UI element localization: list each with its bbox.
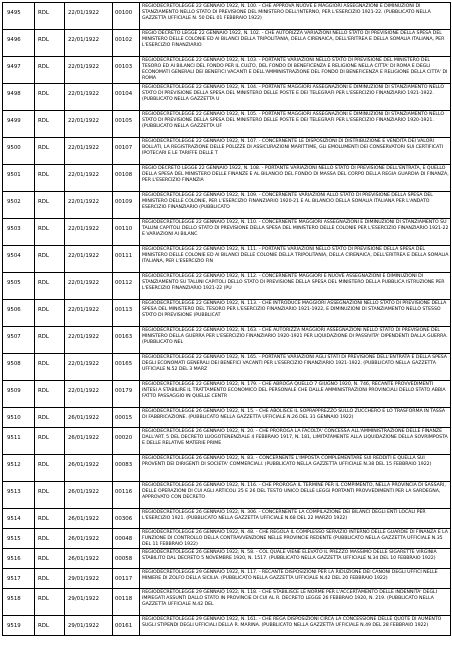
act-description: REGIODECRETOLEGGE 26 GENNAIO 1922, N. 20. - CHE PROROGA LA FACOLTA' CONCESSA ALL'AMMINISTRAZIONE DELLE FINANZE DALL'ART. 5 DEL DECRETO LUOGOTENENZIALE 4 FEBBRAIO 1917, N. 181, LIMITATAMENTE ALLA LIQUIDAZIONE DELLA SOVRIMPOSTA E DELLE RELATIVE MATERIE PRIME <box>140 428 451 455</box>
act-description: REGIODECRETOLEGGE 26 GENNAIO 1922, N. 48. - CHE REGOLA IL COMPLESSO SERVIZIO INTERNO DELLE GUARDIE DI FINANZA E LA FUNZIONE DI CONTROLLO DELLA CONTRAVVENZIONE NELLE PROVINCIE REDENTE (PUBBLICATO NELLA GAZZETTA UFFICIALE N.35 DEL 11 FEBBRAIO 1922) <box>140 529 451 549</box>
table-row <box>3 589 451 616</box>
table-row <box>3 408 451 428</box>
act-description: REGIODECRETOLEGGE 22 GENNAIO 1922, N. 109. - CONCERNENTE VARIAZIONI ALLO STATO DI PREVISIONE DELLA SPESA DEL MINISTERO DELLE COLONIE, PER L'ESERCIZIO FINANZIARIO 1920-21 E AL BILANCIO DELLA SOMALIA ITALIANA PER L'ANDATO ESERCIZIO FINANZIARIO (PUBBLICATO <box>140 192 451 219</box>
act-date: 22/01/1922 <box>65 84 113 111</box>
law-register-table <box>2 2 451 636</box>
act-date: 22/01/1922 <box>65 246 113 273</box>
act-date: 22/01/1922 <box>65 165 113 192</box>
act-code: 00161 <box>113 616 140 636</box>
act-date: 22/01/1922 <box>65 381 113 408</box>
act-code: 00112 <box>113 273 140 300</box>
record-number: 9504 <box>3 246 35 273</box>
act-description: REGIODECRETOLEGGE 22 GENNAIO 1922, N. 107. - CONCERNENTE LE DISPOSIZIONI DI DISTRIBUZIONE E VENDITA DEI VALORI BOLLATI, LA REGISTRAZIONE DELLE POLIZZE DI ASSICURAZIONI MARITTIME, GLI EMOLUMENTI DEI CONSERVATORI SUI CERTIFICATI IPOTECARI E LE TARIFFE DELLE T <box>140 138 451 165</box>
act-description: REGIODECRETOLEGGE 29 GENNAIO 1922, N. 161. - CHE REGA DISPOSIZIONI CIRCA LA CONCESSIONE DELLE QUOTE DI AUMENTO SUGLI STIPENDI DEGLI UFFICIALI DELLA R. MARINA. (PUBBLICATO NELLA GAZZETTA UFFICIALE N.49 DEL 28 FEBBRAIO 1922) <box>140 616 451 636</box>
table-row <box>3 616 451 636</box>
act-description: REGIODECRETOLEGGE 26 GENNAIO 1922, N. 116. - CHE PROROGA IL TERMINE PER IL COMPIMENTO, NELLA PROVINCIA DI SASSARI, DELLE OPERAZIONI DI CUI AGLI ARTICOLI 25 E 26 DEL TESTO UNICO DELLE LEGGI PORTANTI PROVVEDIMENTI PER LA SARDEGNA, APPROVATO CON DECRETO <box>140 482 451 509</box>
table-row <box>3 273 451 300</box>
act-description: REGIODECRETOLEGGE 26 GENNAIO 1922, N. 83. - CONCERNENTE L'IMPOSTA COMPLEMENTARE SUI REDDITI E QUELLA SUI PROVENTI DEI DIRIGENTI DI SOCIETA' COMMERCIALI. (PUBBLICATO NELLA GAZZETTA UFFICIALE N.38 DEL 15 FEBBRAIO 1922) <box>140 455 451 482</box>
act-code: 00100 <box>113 3 140 30</box>
record-number: 9496 <box>3 30 35 57</box>
act-type: RDL <box>35 381 65 408</box>
act-date: 26/01/1922 <box>65 482 113 509</box>
act-date: 22/01/1922 <box>65 273 113 300</box>
act-type: RDL <box>35 529 65 549</box>
act-type: RDL <box>35 246 65 273</box>
act-description: REGIODECRETOLEGGE 22 GENNAIO 1922, N. 111. - PORTANTE VARIAZIONI NELLO STATO DI PREVISIONE DELLA SPESA DEL MINISTERO DELLE COLONIE ED AI BILANCI DELLE COLONIE DELLA TRIPOLITANIA, DELLA CIRENAICA, DELL'ERITREA E DELLA SOMALIA ITALIANA, PER L'ESERCIZIO FIN <box>140 246 451 273</box>
act-type: RDL <box>35 273 65 300</box>
act-type: RDL <box>35 509 65 529</box>
table-row <box>3 529 451 549</box>
act-code: 00111 <box>113 246 140 273</box>
record-number: 9499 <box>3 111 35 138</box>
table-row <box>3 84 451 111</box>
act-code: 00105 <box>113 111 140 138</box>
record-number: 9508 <box>3 354 35 381</box>
act-date: 22/01/1922 <box>65 111 113 138</box>
act-date: 26/01/1922 <box>65 428 113 455</box>
act-type: RDL <box>35 549 65 569</box>
act-code: 00103 <box>113 57 140 84</box>
act-type: RDL <box>35 408 65 428</box>
act-type: RDL <box>35 327 65 354</box>
act-type: RDL <box>35 482 65 509</box>
table-row <box>3 455 451 482</box>
act-type: RDL <box>35 57 65 84</box>
table-row <box>3 428 451 455</box>
record-number: 9510 <box>3 408 35 428</box>
act-date: 22/01/1922 <box>65 327 113 354</box>
act-description: REGIO DECRETO LEGGE 22 GENNAIO 1922, N. 108. - PORTANTE VARIAZIONI NELLO STATO DI PREVISIONE DELL'ENTRATA, E QUELLO DELLA SPESA DEL MINISTERO DELLE FINANZE E AL BILANCIO DEL FONDO DI MASSA DEL CORPO DELLA REGIA GUARDIA DI FINANZA, PER L'ESERCIZIO FINANZIA <box>140 165 451 192</box>
record-number: 9515 <box>3 529 35 549</box>
table-row <box>3 509 451 529</box>
table-body <box>3 3 451 636</box>
act-code: 00020 <box>113 428 140 455</box>
record-number: 9514 <box>3 509 35 529</box>
act-code: 00117 <box>113 569 140 589</box>
record-number: 9512 <box>3 455 35 482</box>
act-description: REGIODECRETOLEGGE 22 GENNAIO 1922, N. 100. - CHE APPROVA NUOVE E MAGGIORI ASSEGNAZIONI E DIMINUZIONI DI STANZIAMENTO NELLO STATO DI PREVISIONE DEL MINISTERO DELL'INTERNO, PER L'ESERCIZIO 1921-22. (PUBBLICATO NELLA GAZZETTA UFFICIALE N. 50 DEL 01 FEBBRAIO 1922) <box>140 3 451 30</box>
law-register-sheet <box>2 2 450 636</box>
act-description: REGIODECRETOLEGGE 22 GENNAIO 1922, N. 179. - CHE ABROGA QUELLO 7 GIUGNO 1920, N. 746, RECANTE PROVVEDIMENTI INTESI A STABILIRE IL TRATTAMENTO ECONOMICO DEL PERSONALE CHE DALLE AMMINISTRAZIONI PROVINCIALI DELLO STATO ABBIA FATTO PASSAGGIO IN QUELLE CENTR <box>140 381 451 408</box>
act-code: 00015 <box>113 408 140 428</box>
act-description: REGIO DECRETO LEGGE 22 GENNAIO 1922, N. 102. - CHE AUTORIZZA VARIAZIONI NELLO STATO DI PREVISIONE DELLA SPESA DEL MINISTERO DELLE COLONIE ED AI BILANCI DELLA TRIPOLITANIA, DELLA CIRENAICA, DELL'ERITREA E DELLA SOMALIA ITALIANA, PER L'ESERCIZIO FINANZIARIO <box>140 30 451 57</box>
act-code: 00113 <box>113 300 140 327</box>
act-description: REGIODECRETOLEGGE 22 GENNAIO 1922, N. 113. - CHE INTRODUCE MAGGIORI ASSEGNAZIONI NELLO STATO DI PREVISIONE DELLA SPESA DEL MINISTERO DEL TESORO PER L'ESERCIZIO FINANZIARIO 1921-1922, E DIMINUZIONI DI STANZIAMENTO NELLO STESSO STATO DI PREVISIONE (PUBBLICAT <box>140 300 451 327</box>
act-date: 22/01/1922 <box>65 3 113 30</box>
record-number: 9507 <box>3 327 35 354</box>
act-description: REGIODECRETOLEGGE 29 GENNAIO 1922, N. 118. - CHE STABILISCE LE NORME PER L'ACCERTAMENTO DELLE INDENNITA' DEGLI IMPIEGATI ASSUNTI DALLO STATO IN PROVINCIE DI CUI AL R. DECRETO LEGGE 26 FEBBRAIO 1920, N. 219. (PUBBLICATO NELLA GAZZETTA UFFICIALE N.42 DEL <box>140 589 451 616</box>
record-number: 9500 <box>3 138 35 165</box>
record-number: 9509 <box>3 381 35 408</box>
act-description: REGIODECRETOLEGGE 22 GENNAIO 1922, N. 112. - CONCERNENTE MAGGIORI E NUOVE ASSEGNAZIONI E DIMINUZIONI DI STANZIAMENTO SU TALUNI CAPITOLI DELLO STATO DI PREVISIONE DELLA SPESA DEL MINISTERO DELLA PUBBLICA ISTRUZIONE PER L'ESERCIZIO FINANZIARIO 1921-22 (PU <box>140 273 451 300</box>
act-code: 00163 <box>113 327 140 354</box>
act-code: 00104 <box>113 84 140 111</box>
table-row <box>3 219 451 246</box>
record-number: 9501 <box>3 165 35 192</box>
table-row <box>3 111 451 138</box>
act-date: 29/01/1922 <box>65 616 113 636</box>
act-date: 26/01/1922 <box>65 509 113 529</box>
record-number: 9497 <box>3 57 35 84</box>
act-description: REGIODECRETOLEGGE 22 GENNAIO 1922, N. 110. - CONCERNENTE MAGGIORI ASSEGNAZIONI E DIMINUZIONI DI STANZIAMENTO SU TALUNI CAPITOLI DELLO STATO DI PREVISIONE DELLA SPESA DEL MINISTERO DELLE COLONIE PER L'ESERCIZIO FINANZIARIO 1921-22 E VARIAZIONI AI BILANC <box>140 219 451 246</box>
table-row <box>3 569 451 589</box>
act-type: RDL <box>35 569 65 589</box>
act-type: RDL <box>35 616 65 636</box>
act-type: RDL <box>35 219 65 246</box>
table-row <box>3 246 451 273</box>
act-date: 26/01/1922 <box>65 529 113 549</box>
act-date: 29/01/1922 <box>65 589 113 616</box>
table-row <box>3 354 451 381</box>
act-code: 00306 <box>113 509 140 529</box>
act-type: RDL <box>35 138 65 165</box>
act-type: RDL <box>35 455 65 482</box>
act-date: 26/01/1922 <box>65 549 113 569</box>
table-row <box>3 327 451 354</box>
table-row <box>3 30 451 57</box>
act-type: RDL <box>35 30 65 57</box>
act-description: REGIODECRETOLEGGE 22 GENNAIO 1922, N. 105. - PORTANTE MAGGIORI ASSEGNAZIONI E DIMINUZIONI DI STANZIAMENTO NELLO STATO DI PREVISIONE DELLA SPESA DEL MINISTERO DELLE POSTE E DEI TELEGRAFI PER L'ESERCIZIO FINANZIARIO 1920-1921. (PUBBLICATO NELLA GAZZETTA UF <box>140 111 451 138</box>
act-type: RDL <box>35 300 65 327</box>
table-row <box>3 300 451 327</box>
act-description: REGIODECRETOLEGGE 22 GENNAIO 1922, N. 163. - CHE AUTORIZZA MAGGIORI ASSEGNAZIONI NELLO STATO DI PREVISIONE DEL MINISTERO DELLA GUERRA PER L'ESERCIZIO FINANZIARIO 1920-1921 PER LIQUIDAZIONE DI PASSIVITA' DIPENDENTI DALLA GUERRA. (PUBBLICATO NEL <box>140 327 451 354</box>
act-date: 26/01/1922 <box>65 408 113 428</box>
table-row <box>3 57 451 84</box>
table-row <box>3 549 451 569</box>
act-description: REGIODECRETOLEGGE 22 GENNAIO 1922, N. 103. - PORTANTE VARIAZIONI NELLO STATO DI PREVISIONE DEL MINISTERO DEL TESORO ED AI BILANCI DEL FONDO PER IL CULTO, DEL FONDO DI BENEFICENZA E RELIGIONE NELLA CITTA' DI ROMA E DEGLI ECONOMATI GENERALI DEI BENEFICI VACANTI E DELL'AMMINISTRAZIONE DEL FONDO DI BENEFICENZA E RELIGIONE DELLA CITTA' DI ROMA <box>140 57 451 84</box>
record-number: 9517 <box>3 569 35 589</box>
act-description: REGIODECRETOLEGGE 22 GENNAIO 1922, N. 104. - PORTANTE MAGGIORI ASSEGNAZIONI E DIMINUZIONI DI STANZIAMENTO NELLO STATO DI PREVISIONE DELLA SPESA DEL MINISTERO DELLE POSTE E DEI TELEGRAFI PER L'ESERCIZIO FINANZIARIO 1921-1922. (PUBBLICATO NELLA GAZZETTA U <box>140 84 451 111</box>
act-date: 22/01/1922 <box>65 138 113 165</box>
act-date: 26/01/1922 <box>65 455 113 482</box>
act-type: RDL <box>35 111 65 138</box>
act-date: 22/01/1922 <box>65 192 113 219</box>
table-row <box>3 165 451 192</box>
act-code: 00179 <box>113 381 140 408</box>
act-description: REGIODECRETOLEGGE 26 GENNAIO 1922, N. 306. - CONCERNENTE LA COMPILAZIONE DEI BILANCI DEGLI ENTI LOCALI PER L'ESERCIZIO 1921. (PUBBLICATO NELLA GAZZETTA UFFICIALE N.68 DEL 22 MARZO 1922) <box>140 509 451 529</box>
act-date: 22/01/1922 <box>65 57 113 84</box>
act-code: 00109 <box>113 192 140 219</box>
act-type: RDL <box>35 84 65 111</box>
record-number: 9513 <box>3 482 35 509</box>
act-date: 22/01/1922 <box>65 300 113 327</box>
act-code: 00107 <box>113 138 140 165</box>
act-date: 22/01/1922 <box>65 30 113 57</box>
act-code: 00118 <box>113 589 140 616</box>
act-description: REGIODECRETOLEGGE 26 GENNAIO 1922, N. 58. - COL QUALE VIENE ELEVATO IL PREZZO MASSIMO DELLE SIGARETTE VIRGINIA STABILITO DAL DECRETO 5 NOVEMBRE 1920, N. 1517. (PUBBLICATO NELLA GAZZETTA UFFICIALE N.34 DEL 10 FEBBRAIO 1922) <box>140 549 451 569</box>
table-row <box>3 138 451 165</box>
act-date: 22/01/1922 <box>65 219 113 246</box>
act-code: 00083 <box>113 455 140 482</box>
act-code: 00116 <box>113 482 140 509</box>
act-date: 22/01/1922 <box>65 354 113 381</box>
record-number: 9503 <box>3 219 35 246</box>
record-number: 9502 <box>3 192 35 219</box>
act-type: RDL <box>35 428 65 455</box>
act-description: REGIODECRETOLEGGE 26 GENNAIO 1922, N. 15. - CHE ABOLISCE IL SOPRAPPREZZO SULLO ZUCCHERO E LO TRASFORMA IN TASSA DI FABBRICAZIONE. (PUBBLICATO NELLA GAZZETTA UFFICIALE N.26 DEL 31 GENNAIO 1922) <box>140 408 451 428</box>
act-code: 00110 <box>113 219 140 246</box>
record-number: 9516 <box>3 549 35 569</box>
act-code: 00048 <box>113 529 140 549</box>
table-row <box>3 3 451 30</box>
act-description: REGIODECRETOLEGGE 22 GENNAIO 1922, N. 165. - PORTANTE VARIAZIONI AGLI STATI DI PREVISIONE DELL'ENTRATA E DELLA SPESA DEGLI ECONOMATI GENERALI DEI BENEFICI VACANTI PER L'ESERCIZIO FINANZIARIO 1921-1922. (PUBBLICATO NELLA GAZZETTA UFFICIALE N.52 DEL 3 MARZ <box>140 354 451 381</box>
record-number: 9518 <box>3 589 35 616</box>
record-number: 9511 <box>3 428 35 455</box>
act-type: RDL <box>35 354 65 381</box>
record-number: 9506 <box>3 300 35 327</box>
record-number: 9498 <box>3 84 35 111</box>
act-code: 00108 <box>113 165 140 192</box>
table-row <box>3 192 451 219</box>
act-type: RDL <box>35 165 65 192</box>
act-code: 00102 <box>113 30 140 57</box>
table-row <box>3 381 451 408</box>
act-type: RDL <box>35 589 65 616</box>
act-type: RDL <box>35 3 65 30</box>
act-type: RDL <box>35 192 65 219</box>
table-row <box>3 482 451 509</box>
act-description: REGIODECRETOLEGGE 29 GENNAIO 1922, N. 117. - RECANTE DISPOSIZIONI PER LA RIDUZIONE DEI CANONI DEGLI UFFICI NELLE MINIERE DI ZOLFO DELLA SICILIA. (PUBBLICATO NELLA GAZZETTA UFFICIALE N.42 DEL 20 FEBBRAIO 1922) <box>140 569 451 589</box>
act-code: 00058 <box>113 549 140 569</box>
record-number: 9505 <box>3 273 35 300</box>
act-date: 29/01/1922 <box>65 569 113 589</box>
record-number: 9519 <box>3 616 35 636</box>
act-code: 00165 <box>113 354 140 381</box>
record-number: 9495 <box>3 3 35 30</box>
